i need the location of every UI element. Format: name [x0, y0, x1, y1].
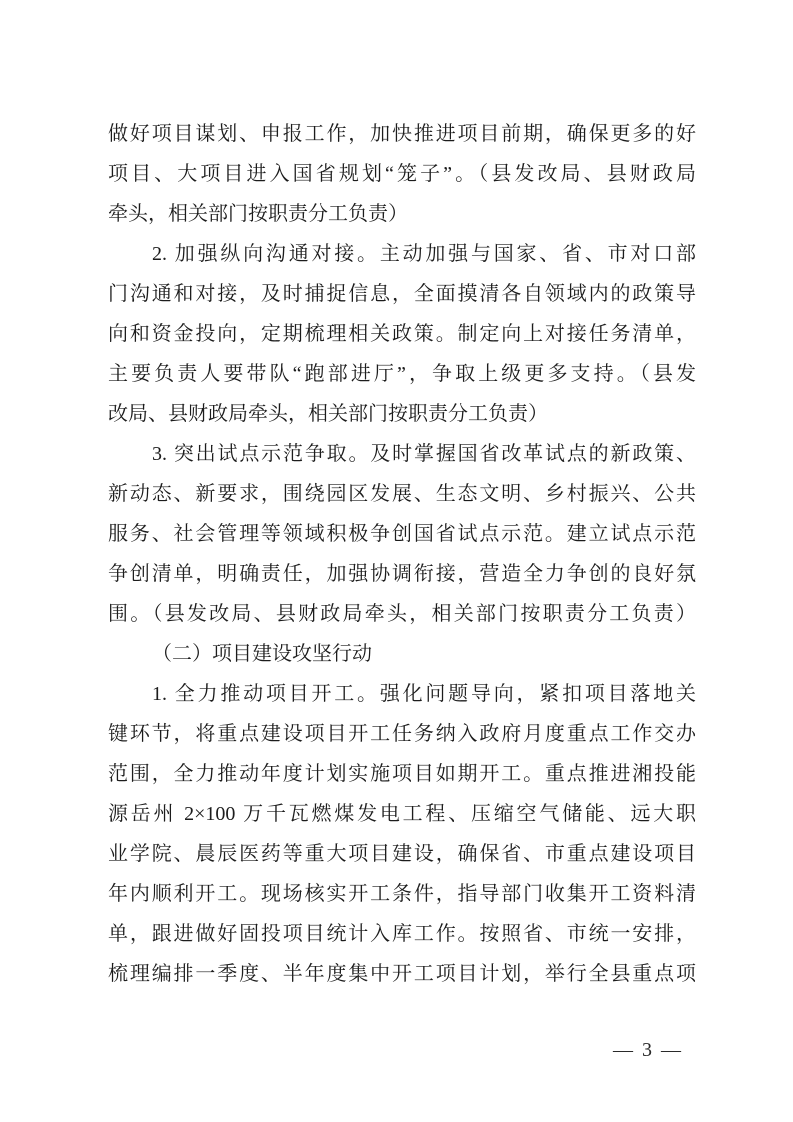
- text-line: 单，跟进做好固投项目统计入库工作。按照省、市统一安排，: [108, 923, 696, 945]
- text-line: 2. 加强纵向沟通对接。主动加强与国家、省、市对口部: [152, 243, 696, 265]
- text-line: 3. 突出试点示范争取。及时掌握国省改革试点的新政策、: [152, 443, 696, 465]
- paragraph: [108, 434, 696, 634]
- text-line: 改局、县财政局牵头，相关部门按职责分工负责）: [108, 403, 548, 425]
- document-body: [108, 114, 696, 994]
- text-line: 围。（县发改局、县财政局牵头，相关部门按职责分工负责）: [108, 603, 696, 625]
- text-line: 业学院、晨辰医药等重大项目建设，确保省、市重点建设项目: [108, 843, 696, 865]
- text-line: 门沟通和对接，及时捕捉信息，全面摸清各自领域内的政策导: [108, 283, 696, 305]
- text-line: 源岳州 2×100 万千瓦燃煤发电工程、压缩空气储能、远大职: [108, 803, 696, 825]
- text-line: 争创清单，明确责任，加强协调衔接，营造全力争创的良好氛: [108, 563, 696, 585]
- text-line: 服务、社会管理等领域积极争创国省试点示范。建立试点示范: [108, 523, 696, 545]
- text-line: 向和资金投向，定期梳理相关政策。制定向上对接任务清单，: [108, 323, 696, 345]
- text-line: 键环节，将重点建设项目开工任务纳入政府月度重点工作交办: [108, 723, 696, 745]
- text-line: 项目、大项目进入国省规划“笼子”。（县发改局、县财政局: [108, 163, 696, 185]
- paragraph: [108, 114, 696, 234]
- text-line: 牵头，相关部门按职责分工负责）: [108, 203, 408, 225]
- text-line: 做好项目谋划、申报工作，加快推进项目前期，确保更多的好: [108, 123, 696, 145]
- text-line: （二）项目建设攻坚行动: [152, 643, 372, 665]
- text-line: 新动态、新要求，围绕园区发展、生态文明、乡村振兴、公共: [108, 483, 696, 505]
- text-line: 主要负责人要带队“跑部进厅”，争取上级更多支持。（县发: [108, 363, 696, 385]
- page-number: — 3 —: [613, 1039, 683, 1061]
- paragraph: [108, 234, 696, 434]
- text-line: 范围，全力推动年度计划实施项目如期开工。重点推进湘投能: [108, 763, 696, 785]
- text-line: 1. 全力推动项目开工。强化问题导向，紧扣项目落地关: [152, 683, 696, 705]
- section-heading: [108, 634, 696, 674]
- text-line: 梳理编排一季度、半年度集中开工项目计划，举行全县重点项: [108, 963, 696, 985]
- paragraph: [108, 674, 696, 994]
- text-line: 年内顺利开工。现场核实开工条件，指导部门收集开工资料清: [108, 883, 696, 905]
